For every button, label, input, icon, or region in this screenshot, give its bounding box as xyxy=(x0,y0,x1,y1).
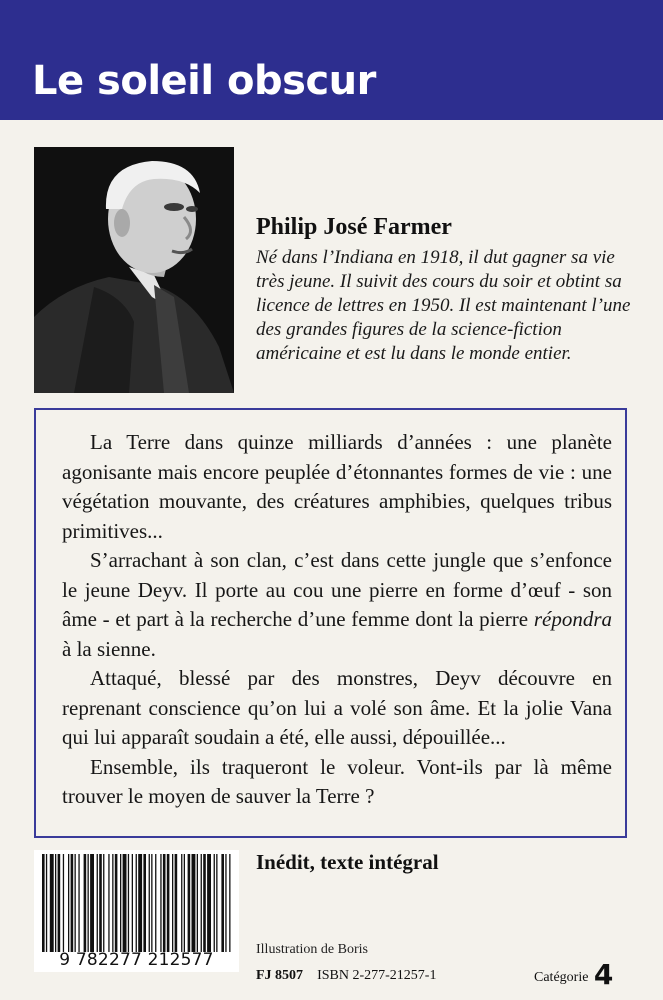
barcode-bar xyxy=(188,854,191,952)
barcode-bar xyxy=(42,854,45,952)
barcode-bar xyxy=(172,854,173,952)
edition-note: Inédit, texte intégral xyxy=(256,850,439,874)
barcode-bar xyxy=(216,854,217,952)
barcode-bar xyxy=(108,854,109,952)
barcode-bar xyxy=(184,854,185,952)
barcode-bar xyxy=(115,854,118,952)
author-photo xyxy=(34,147,234,393)
barcode-bar xyxy=(197,854,198,952)
barcode-bar xyxy=(50,854,54,952)
barcode-bar xyxy=(203,854,206,952)
barcode xyxy=(34,850,239,972)
barcode-bar xyxy=(151,854,152,952)
barcode-bar xyxy=(78,854,79,952)
catalog-line xyxy=(256,968,436,984)
barcode-bar xyxy=(58,854,61,952)
barcode-bar xyxy=(99,854,102,952)
barcode-bar xyxy=(149,854,150,952)
barcode-bar xyxy=(138,854,142,952)
barcode-bar xyxy=(90,854,94,952)
barcode-bar xyxy=(68,854,69,952)
author-portrait-icon xyxy=(34,147,234,393)
isbn: ISBN 2-277-21257-1 xyxy=(317,968,437,983)
blurb xyxy=(62,428,612,812)
barcode-bar xyxy=(97,854,98,952)
barcode-bar xyxy=(175,854,178,952)
blurb-paragraph-2 xyxy=(62,546,612,664)
barcode-bar xyxy=(163,854,166,952)
barcode-bar xyxy=(214,854,215,952)
barcode-bar xyxy=(120,854,121,952)
blurb-paragraph-3: Attaqué, blessé par des monstres, Deyv découvre en reprenant conscience qu’on lui a volé son âme. Et la jolie Vana qui lui apparaît soudain a été, elle aussi, dépouillée... xyxy=(62,666,612,749)
barcode-bar xyxy=(88,854,89,952)
barcode-bar xyxy=(143,854,146,952)
illustration-credit: Illustration de Boris xyxy=(256,942,368,957)
barcode-bar xyxy=(181,854,182,952)
category-number: 4 xyxy=(593,958,614,991)
barcode-bar xyxy=(229,854,230,952)
barcode-bar xyxy=(75,854,76,952)
barcode-bar xyxy=(71,854,74,952)
barcode-bar xyxy=(103,854,104,952)
author-name: Philip José Farmer xyxy=(256,214,452,240)
barcode-bar xyxy=(46,854,47,952)
barcode-bars-icon xyxy=(34,850,239,954)
barcode-bar xyxy=(112,854,113,952)
barcode-bar xyxy=(136,854,137,952)
author-bio: Né dans l’Indiana en 1918, il dut gagner sa vie très jeune. Il suivit des cours du soir et obtint sa licence de lettres en 1950. Il est maintenant l’une des grandes figures de la science-fiction américaine et est lu dans le monde entier. xyxy=(256,247,631,364)
barcode-bar xyxy=(84,854,87,952)
barcode-bar xyxy=(207,854,211,952)
barcode-bar xyxy=(132,854,133,952)
barcode-bar xyxy=(128,854,129,952)
blurb-p2-emphasis: répondra xyxy=(533,607,612,631)
catalog-ref: FJ 8507 xyxy=(256,968,304,983)
barcode-bar xyxy=(167,854,170,952)
book-title: Le soleil obscur xyxy=(32,58,376,104)
blurb-paragraph-1: La Terre dans quinze milliards d’années : une planète agonisante mais encore peuplée d’étonnantes formes de vie : une végétation mouvante, des créatures amphibies, quelques tribus primitives... xyxy=(62,430,612,543)
barcode-bar xyxy=(160,854,161,952)
barcode-bar xyxy=(225,854,226,952)
blurb-paragraph-4: Ensemble, ils traqueront le voleur. Vont-ils par là même trouver le moyen de sauver la Terre ? xyxy=(62,754,612,808)
blurb-p2-start: S’arrachant à son clan, c’est dans cette jungle que s’enfonce le jeune Deyv. Il porte au cou une pierre en forme d’œuf - son âme - et part à la recherche d’une femme dont la pierre xyxy=(62,548,612,631)
barcode-bar xyxy=(63,854,64,952)
barcode-bar xyxy=(221,854,224,952)
barcode-bar xyxy=(123,854,127,952)
category xyxy=(534,958,613,991)
barcode-digits: 9 782277 212577 xyxy=(59,950,214,970)
blurb-p2-end: à la sienne. xyxy=(62,636,156,661)
barcode-bar xyxy=(55,854,56,952)
category-label: Catégorie xyxy=(534,970,589,985)
title-band xyxy=(0,0,663,120)
barcode-bar xyxy=(201,854,202,952)
barcode-bar xyxy=(192,854,196,952)
barcode-bar xyxy=(155,854,156,952)
